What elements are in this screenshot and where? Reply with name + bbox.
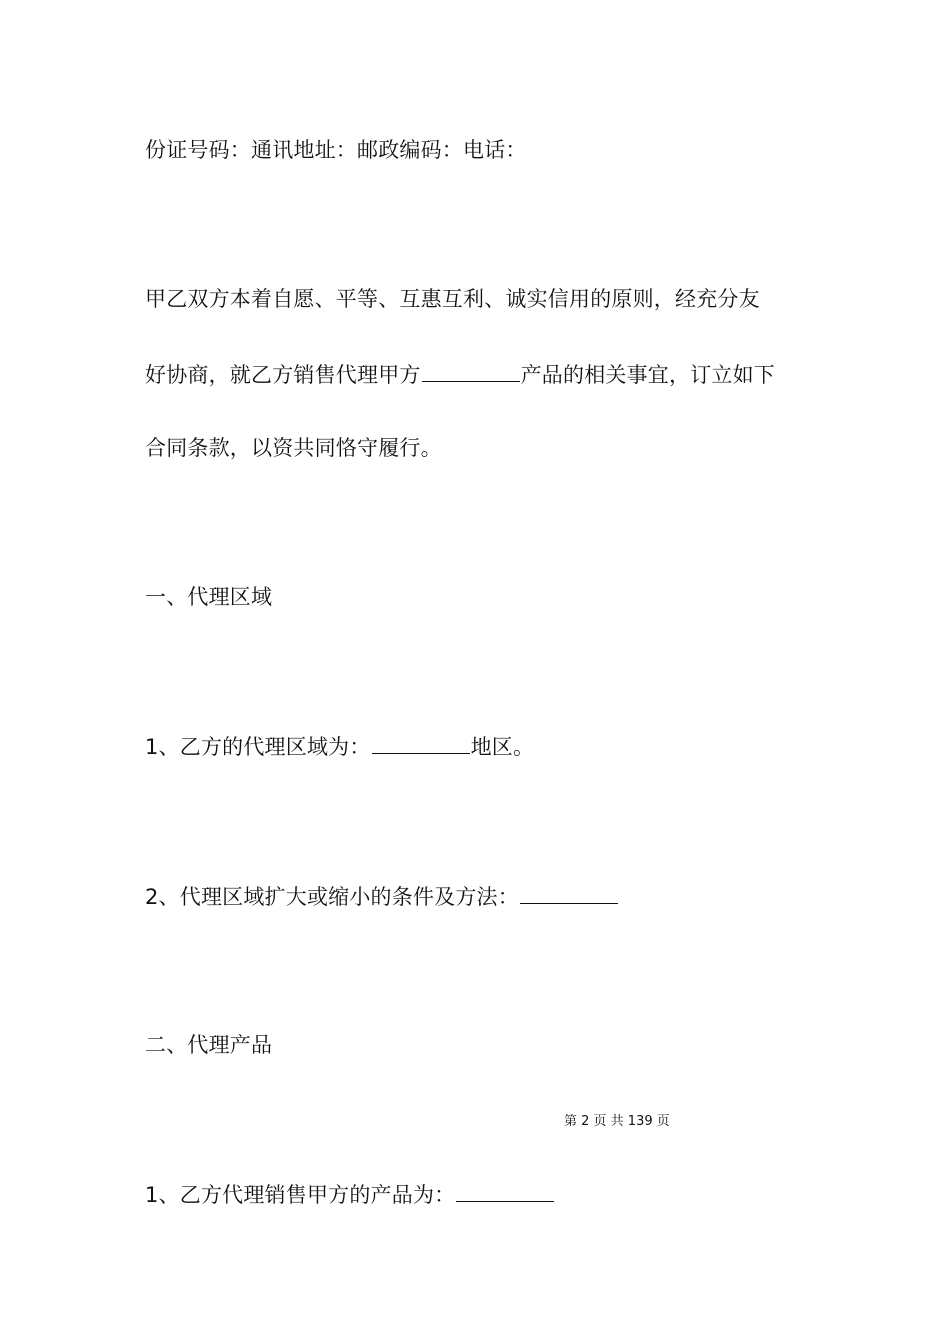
- clause-1-2-text: 2、代理区域扩大或缩小的条件及方法：: [145, 885, 519, 909]
- preamble-text-1: 甲乙双方本着自愿、平等、互惠互利、诚实信用的原则，经充分友: [145, 287, 760, 311]
- preamble-text-2b: 产品的相关事宜，订立如下: [520, 363, 776, 387]
- region-blank: [372, 731, 470, 754]
- clause-2-1-text: 1、乙方代理销售甲方的产品为：: [145, 1183, 456, 1207]
- products-blank: [456, 1179, 554, 1202]
- preamble-line-1: [145, 284, 760, 314]
- contact-info-text: 份证号码：通讯地址：邮政编码：电话：: [145, 138, 527, 162]
- preamble-text-2a: 好协商，就乙方销售代理甲方: [145, 363, 421, 387]
- preamble-line-3: [145, 433, 442, 463]
- contact-info-line: [145, 135, 527, 165]
- preamble-text-3: 合同条款，以资共同恪守履行。: [145, 436, 442, 460]
- conditions-blank: [520, 881, 618, 904]
- clause-2-1: [145, 1179, 555, 1210]
- clause-1-1-text-b: 地区。: [470, 735, 535, 759]
- clause-1-1: [145, 731, 534, 762]
- section-heading-1: [145, 582, 272, 612]
- section-heading-2: [145, 1030, 272, 1060]
- preamble-line-2: [145, 359, 775, 390]
- section-heading-1-text: 一、代理区域: [145, 585, 273, 609]
- page-number-footer: [564, 1112, 670, 1132]
- clause-1-1-text-a: 1、乙方的代理区域为：: [145, 735, 371, 759]
- page-number-text: 第 2 页 共 139 页: [564, 1114, 670, 1129]
- section-heading-2-text: 二、代理产品: [145, 1033, 273, 1057]
- clause-1-2: [145, 881, 619, 912]
- product-blank: [422, 359, 520, 382]
